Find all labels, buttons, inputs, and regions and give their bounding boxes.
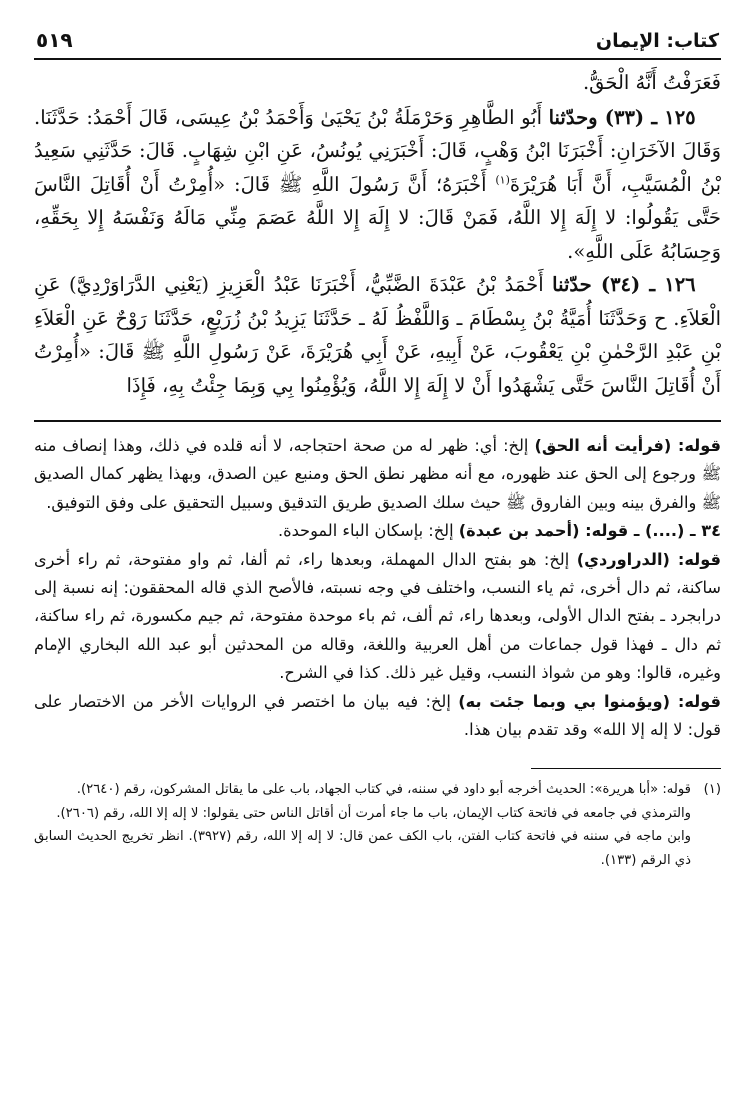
header-title: كتاب: الإيمان bbox=[595, 30, 719, 52]
footnote-separator bbox=[531, 768, 721, 769]
footnote-1 bbox=[34, 778, 721, 801]
hadith-125-text-a: أَبُو الطَّاهِرِ وَحَرْمَلَةُ بْنُ يَحْيَىٰ وَأَحْمَدُ بْنُ عِيسَى، قَالَ أَحْمَدُ: حَدَّثَنَا. وَقَالَ الآخَرَانِ: أَخْبَرَنَا ابْنُ وَهْبٍ، قَالَ: أَخْبَرَنِي يُونُسُ، عَنِ ابْنِ شِهَابٍ. قَالَ: حَدَّثَنِي سَعِيدُ بْنُ الْمُسَيَّبِ، أَنَّ أَبَا هُرَيْرَةَ bbox=[34, 105, 721, 196]
hadith-126-text: أَحْمَدُ بْنُ عَبْدَةَ الضَّبِّيُّ، أَخْبَرَنَا عَبْدُ الْعَزِيزِ (يَعْنِي الدَّرَاوَرْدِيَّ) عَنِ الْعَلاَءِ. ح وَحَدَّثَنَا أُمَيَّةُ بْنُ بِسْطَامَ ـ وَاللَّفْظُ لَهُ ـ حَدَّثَنَا يَزِيدُ بْنُ زُرَيْعٍ، حَدَّثَنَا رَوْحٌ عَنِ الْعَلاَءِ بْنِ عَبْدِ الرَّحْمٰنِ بْنِ يَعْقُوبَ، عَنْ أَبِيهِ، عَنْ أَبِي هُرَيْرَةَ، عَنْ رَسُولِ اللَّهِ ﷺ قَالَ: «أُمِرْتُ أَنْ أُقَاتِلَ النَّاسَ حَتَّى يَشْهَدُوا أَنْ لا إِلَهَ إِلا اللَّهُ، وَيُؤْمِنُوا بِي وَبِمَا جِئْتُ بِهِ، فَإِذَا bbox=[34, 273, 721, 397]
footnote-reference[interactable]: (١) bbox=[495, 173, 510, 186]
footnote-continuation: والترمذي في جامعه في فاتحة كتاب الإيمان، باب ما جاء أمرت أن أقاتل الناس حتى يقولوا: لا إله إلا الله، رقم (٢٦٠٦). bbox=[56, 805, 691, 821]
continuation-line: فَعَرَفْتُ أَنَّهُ الْحَقُّ. bbox=[582, 71, 721, 94]
commentary-paragraph: قوله: (ويؤمنوا بي وبما جئت به) إلخ: فيه بيان ما اختصر في الروايات الأخر من الاختصار على قول: لا إله إلا الله» وقد تقدم بيان هذا. bbox=[34, 691, 721, 740]
commentary-label: ٣٤ ـ (....) ـ قوله: (أحمد بن عبدة) bbox=[458, 521, 721, 541]
page-number: ٥١٩ bbox=[36, 28, 73, 52]
hadith-125-number: ١٢٥ ـ (٣٣) وحدّثنا bbox=[548, 105, 696, 129]
main-text bbox=[34, 66, 721, 402]
footnote-continuation: وابن ماجه في سننه في فاتحة كتاب الفتن، باب الكف عمن قال: لا إله إلا الله، رقم (٣٩٢٧). انظر تخريج الحديث السابق ذي الرقم (١٣٣). bbox=[34, 829, 692, 868]
footnote-text: قوله: «أبا هريرة»: الحديث أخرجه أبو داود في سننه، في كتاب الجهاد، باب على ما يقاتل المشركون، رقم (٢٦٤٠). bbox=[76, 782, 691, 798]
running-header bbox=[34, 28, 721, 60]
hadith-126 bbox=[34, 268, 721, 402]
footnotes bbox=[34, 778, 721, 872]
commentary-label: قوله: (فرأيت أنه الحق) bbox=[534, 436, 721, 455]
hadith-125 bbox=[34, 101, 721, 269]
footnote-marker: (١) bbox=[703, 782, 721, 798]
commentary-paragraph: قوله: (الدراوردي) إلخ: هو بفتح الدال المهملة، وبعدها راء، ثم ألفا، ثم واو مفتوحة، ثم راء أخرى ساكنة، ثم دال أخرى، ثم ياء النسب، واختلف في وجه نسبته، فالأصح الذي قاله المحققون: إنه نسبة إلى درابجرد ـ بفتح الدال الأولى، وبعدها راء، ثم ألف، ثم باء موحدة مفتوحة، ثم جيم مكسورة، ثم راء ساكنة، ثم دال ـ فهذا قول جماعات من أهل العربية واللغة، وقاله من المحدثين أبو عبد الله البخاري الإمام وغيره، قالوا: وهو من شواذ النسب، وقيل غير ذلك. كذا في الشرح. bbox=[34, 549, 721, 683]
commentary-paragraph: ٣٤ ـ (....) ـ قوله: (أحمد بن عبدة) إلخ: بإسكان الباء الموحدة. bbox=[277, 521, 721, 541]
commentary-paragraph: قوله: (فرأيت أنه الحق) إلخ: أي: ظهر له من صحة احتجاجه، لا أنه قلده في ذلك، وهذا إنصاف منه ﷺ ورجوع إلى الحق عند ظهوره، مع أنه مظهر نطق الحق ومنبع عين الصدق، وبهذا يظهر كمال الصديق ﷺ والفرق بينه وبين الفاروق ﷺ حيث سلك الصديق طريق التدقيق وسبيل التحقيق على وفق التوفيق. bbox=[34, 436, 721, 512]
hadith-126-number: ١٢٦ ـ (٣٤) حدّثنا bbox=[552, 273, 696, 296]
commentary-label: قوله: (ويؤمنوا بي وبما جئت به) bbox=[458, 691, 721, 711]
commentary bbox=[34, 432, 721, 744]
commentary-label: قوله: (الدراوردي) bbox=[576, 549, 721, 569]
hadith-125-text-b: أَخْبَرَهُ؛ أَنَّ رَسُولَ اللَّهِ ﷺ قَالَ: «أُمِرْتُ أَنْ أُقَاتِلَ النَّاسَ حَتَّى يَقُولُوا: لا إِلَهَ إِلا اللَّهُ، فَمَنْ قَالَ: لا إِلَهَ إِلا اللَّهُ عَصَمَ مِنِّي مَالَهُ وَنَفْسَهُ إِلا بِحَقِّهِ، وَحِسَابُهُ عَلَى اللَّهِ». bbox=[34, 172, 721, 263]
commentary-separator bbox=[34, 420, 721, 422]
